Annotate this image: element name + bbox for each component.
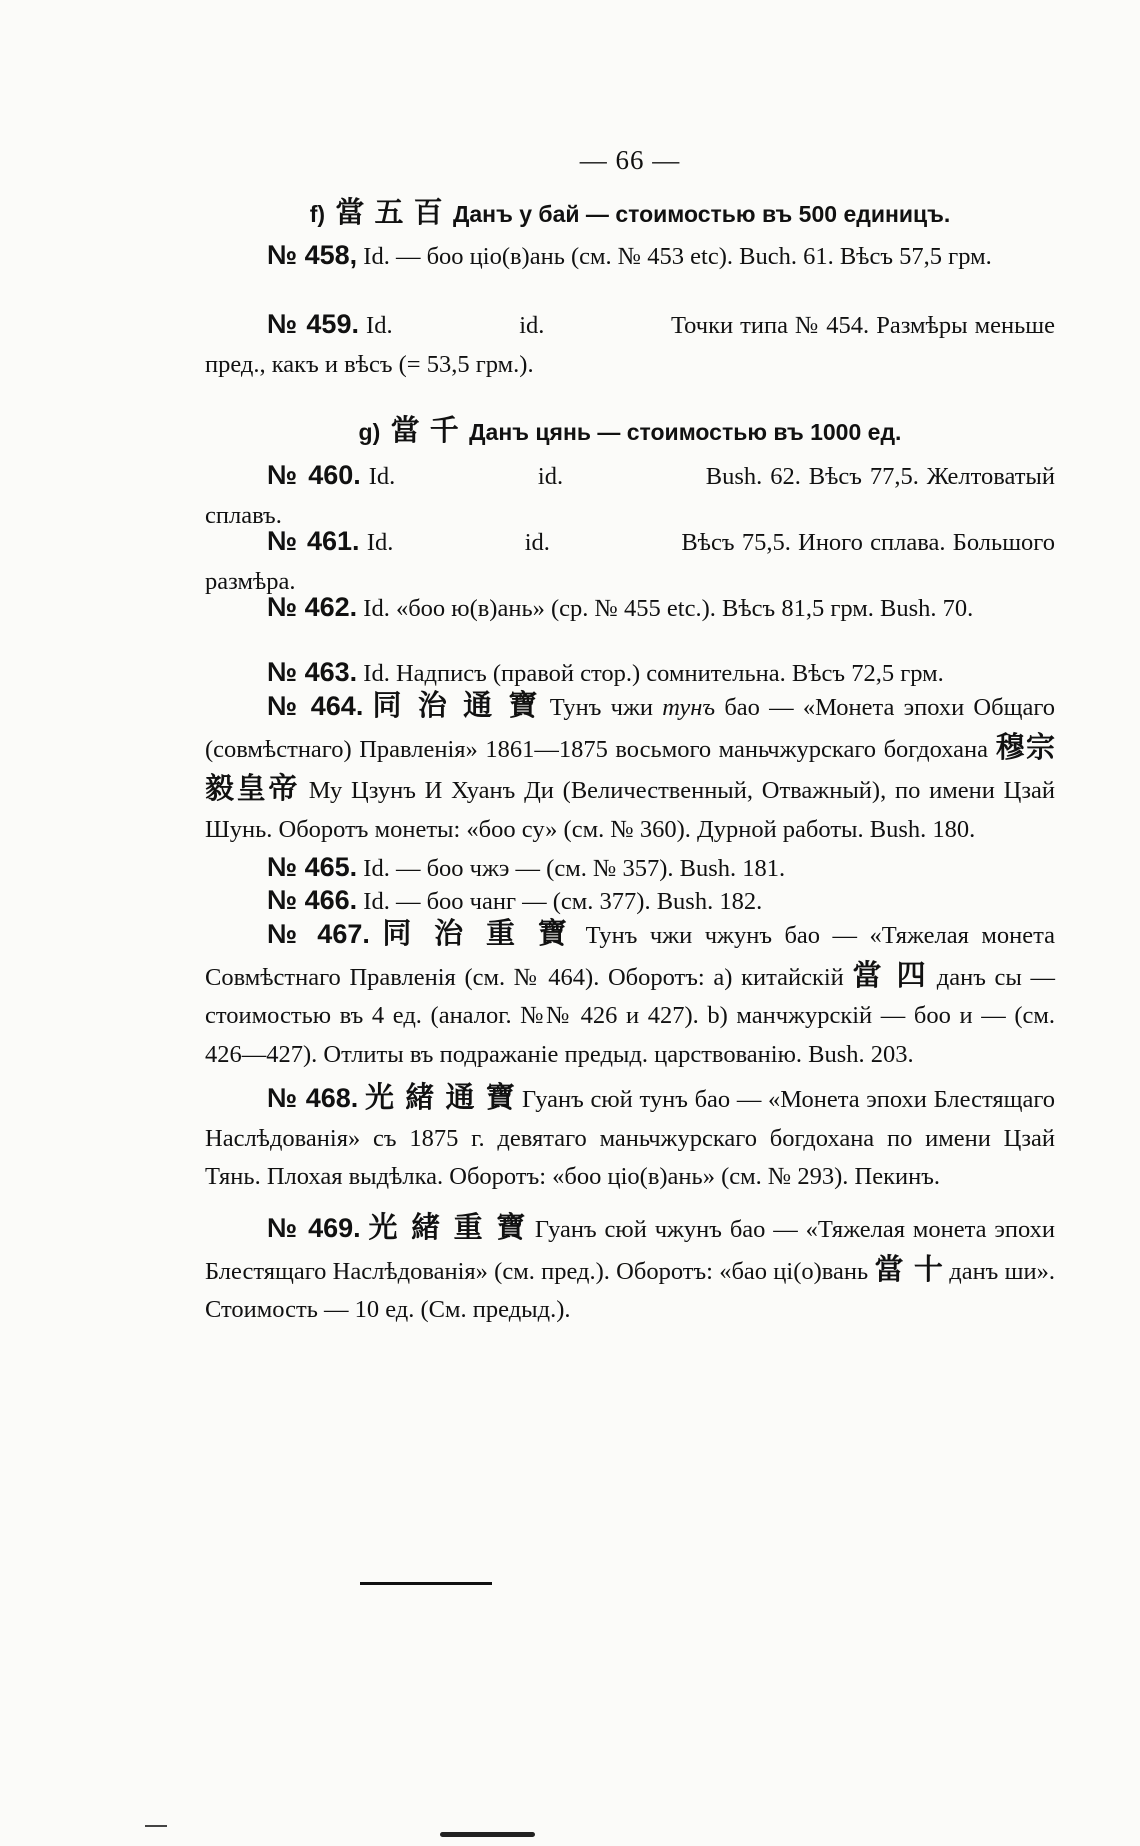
entry-chinese-chars: 光 緒 重 寶 [368,1210,527,1244]
scan-mark [145,1825,167,1827]
entry-text: Id. id. Точки типа № 454. Размѣры меньше пред., какъ и вѣсъ (= 53,5 грм.). [205,312,1062,378]
entry-number: № 469. [267,1213,361,1243]
page-number: — 66 — [579,145,681,175]
entry-text: Гуанъ сюй тунъ бао — «Монета эпохи Блестящаго Наслѣдованія» съ 1875 г. девятаго маньчжурскаго богдохана по имени Цзай Тянь. Плохая выдѣлка. Оборотъ: «боо ціо(в)ань» (см. № 293). Пекинъ. [205,1086,1056,1190]
entry-text: Id. id. Bush. 62. Вѣсъ 77,5. Желтоватый сплавъ. [205,463,1062,529]
entry-number: № 462. [267,592,358,622]
entry-number: № 466. [267,885,358,915]
entry-469 [205,1208,1055,1330]
entry-text: Id. id. Вѣсъ 75,5. Иного сплава. Большого размѣра. [205,529,1062,595]
entry-chinese-chars: 光 緒 通 寶 [365,1080,516,1114]
entry-text: Id. «боо ю(в)ань» (ср. № 455 etc.). Вѣсъ 81,5 грм. Bush. 70. [363,595,974,622]
entry-number: № 459. [267,309,359,339]
entry-number: № 463. [267,657,358,687]
heading-f-chars: 當 五 百 [335,195,443,229]
entry-chinese-chars: 當 十 [874,1251,943,1286]
section-end-rule [360,1582,492,1585]
entry-text: Тунъ чжи чжунъ бао — «Тяжелая монета Совмѣстнаго Правленія (см. № 464). Оборотъ: а) китайскій [205,922,1056,991]
entry-number: № 465. [267,852,358,882]
entry-number: № 464. [267,691,364,721]
entry-458 [205,236,1055,277]
entry-text: Id. — боо чанг — (см. 377). Bush. 182. [363,888,763,915]
heading-g-text: Данъ цянь — стоимостью въ 1000 ед. [469,419,902,445]
heading-f-text: Данъ у бай — стоимостью въ 500 единицъ. [453,201,951,227]
entry-number: № 467. [267,919,370,949]
entry-text: Тунъ чжи [549,694,654,721]
entry-459 [205,305,1062,384]
entry-chinese-chars: 同 治 重 寶 [382,916,574,950]
entry-468 [205,1078,1055,1197]
entry-chinese-chars: 穆宗毅皇帝 [205,729,1055,805]
entry-text: бао — «Монета эпохи Общаго (совмѣстнаго) Правленія» 1861—1875 восьмого маньчжурскаго богдохана [205,694,1056,763]
entry-text-italic: тунъ [662,694,716,721]
entry-text: Id. Надписъ (правой стор.) сомнительна. Вѣсъ 72,5 грм. [363,660,944,687]
entry-text: Му Цзунъ И Хуанъ Ди (Величественный, Отважный), по имени Цзай Шунь. Оборотъ монеты: «боо су» (см. № 360). Дурной работы. Bush. 180. [205,777,1055,843]
entry-462 [205,588,1055,629]
entry-chinese-chars: 同 治 通 寶 [372,688,541,722]
entry-text: данъ ши». Стоимость — 10 ед. (См. предыд.). [205,1257,1055,1323]
entry-number: № 461. [267,526,360,556]
entry-464 [205,686,1055,849]
section-heading-f [205,190,1055,231]
entry-467 [205,914,1055,1074]
heading-g-chars: 當 千 [390,413,459,447]
heading-g-prefix: g) [358,419,381,445]
entry-number: № 460. [267,460,361,490]
section-heading-g [205,408,1055,449]
entry-text: данъ сы — стоимостью въ 4 ед. (аналог. №№ 426 и 427). b) манчжурскій — боо и — (см. 426—427). Отлиты въ подражаніе предыд. царствованію. Bush. 203. [205,963,1056,1068]
entry-number: № 458, [267,240,358,270]
heading-f-prefix: f) [309,201,326,227]
scan-smudge [440,1832,535,1837]
entry-text: Гуанъ сюй чжунъ бао — «Тяжелая монета эпохи Блестящаго Наслѣдованія» (см. пред.). Оборотъ: «бао ці(о)вань [205,1216,1056,1285]
entry-number: № 468. [267,1083,359,1113]
entry-chinese-chars: 當 四 [852,957,929,992]
entry-text: Id. — боо чжэ — (см. № 357). Bush. 181. [363,855,786,882]
entry-text: Id. — боо ціо(в)ань (см. № 453 etc). Buch. 61. Вѣсъ 57,5 грм. [363,243,992,270]
